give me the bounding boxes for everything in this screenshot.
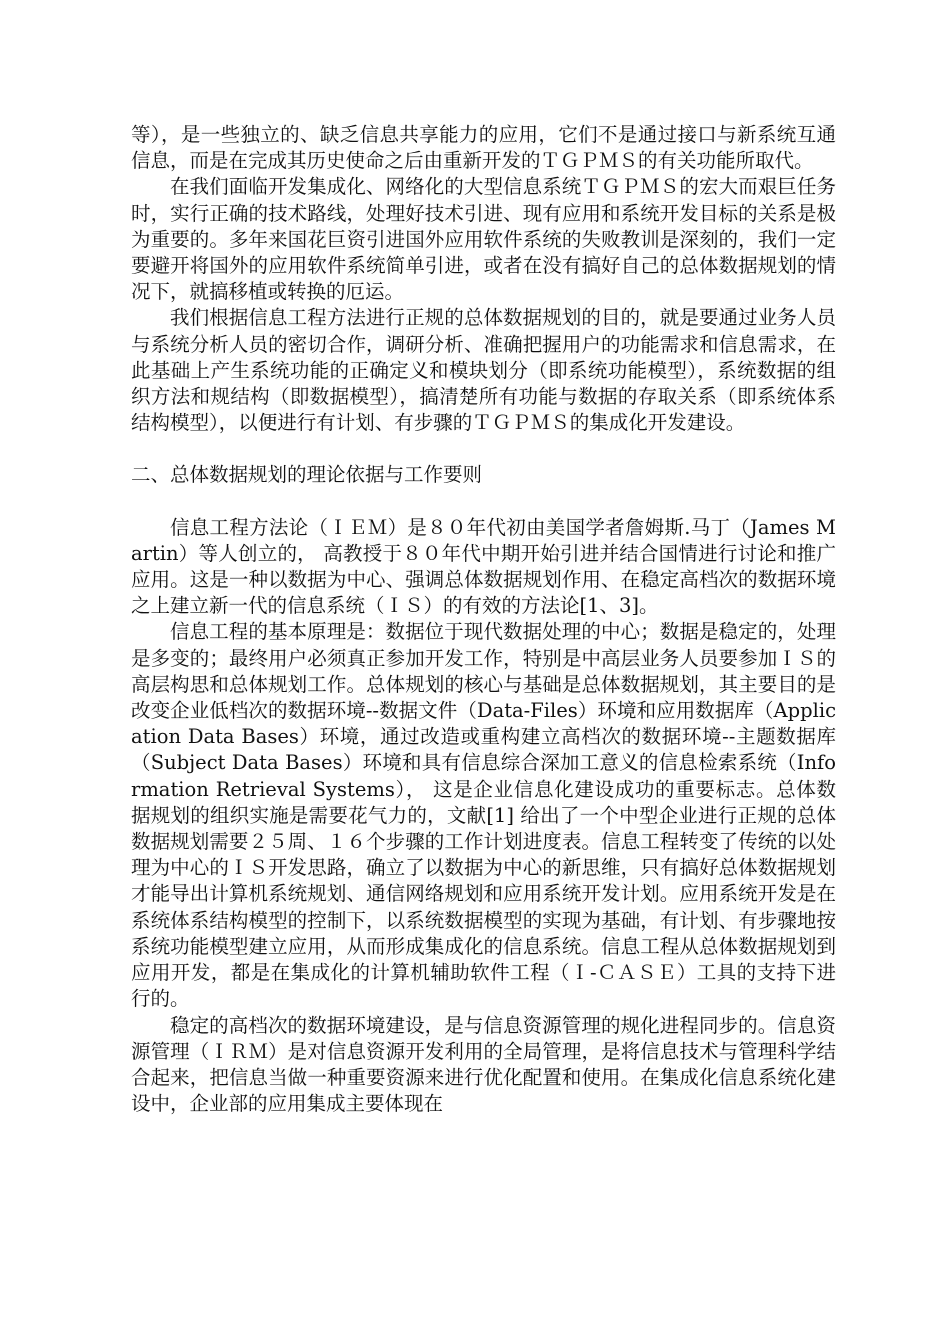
paragraph-data-environment: 稳定的高档次的数据环境建设，是与信息资源管理的规化进程同步的。信息资源管理（ＩＲＭ）是对信息资源开发利用的全局管理，是将信息技术与管理科学结合起来，把信息当做一种重要资源来进行优化配置和使用。在集成化信息系统化建设中，企业部的应用集成主要体现在 — [131, 1013, 836, 1116]
document-page — [131, 122, 836, 1117]
paragraph-planning-purpose: 我们根据信息工程方法进行正规的总体数据规划的目的，就是要通过业务人员与系统分析人员的密切合作，调研分析、准确把握用户的功能需求和信息需求，在此基础上产生系统功能的正确定义和模块划分（即系统功能模型），系统数据的组织方法和规结构（即数据模型），搞清楚所有功能与数据的存取关系（即系统体系结构模型），以便进行有计划、有步骤的ＴＧＰＭＳ的集成化开发建设。 — [131, 306, 836, 435]
paragraph-continuation: 等），是一些独立的、缺乏信息共享能力的应用，它们不是通过接口与新系统互通信息，而是在完成其历史使命之后由重新开发的ＴＧＰＭＳ的有关功能所取代。 — [131, 123, 836, 173]
paragraph-basic-principles: 信息工程的基本原理是：数据位于现代数据处理的中心；数据是稳定的，处理是多变的；最终用户必须真正参加开发工作，特别是中高层业务人员要参加ＩＳ的高层构思和总体规划工作。总体规划的核心与基础是总体数据规划，其主要目的是改变企业低档次的数据环境--数据文件（Data-Files）环境和应用数据库（Application Data Bases）环境，通过改造或重构建立高档次的数据环境--主题数据库（Subject Data Bases）环境和具有信息综合深加工意义的信息检索系统（Information Retrieval Systems）， 这是企业信息化建设成功的重要标志。总体数据规划的组织实施是需要花气力的，文献[1] 给出了一个中型企业进行正规的总体数据规划需要２５周、１６个步骤的工作计划进度表。信息工程转变了传统的以处理为中心的ＩＳ开发思路，确立了以数据为中心的新思维，只有搞好总体数据规划才能导出计算机系统规划、通信网络规划和应用系统开发计划。应用系统开发是在系统体系结构模型的控制下，以系统数据模型的实现为基础，有计划、有步骤地按系统功能模型建立应用，从而形成集成化的信息系统。信息工程从总体数据规划到应用开发，都是在集成化的计算机辅助软件工程（Ｉ-ＣＡＳＥ）工具的支持下进行的。 — [131, 620, 836, 1011]
paragraph-technical-route: 在我们面临开发集成化、网络化的大型信息系统ＴＧＰＭＳ的宏大而艰巨任务时，实行正确的技术路线，处理好技术引进、现有应用和系统开发目标的关系是极为重要的。多年来国花巨资引进国外应用软件系统的失败教训是深刻的，我们一定要避开将国外的应用软件系统简单引进，或者在没有搞好自己的总体数据规划的情况下，就搞移植或转换的厄运。 — [131, 175, 836, 304]
section-heading: 二、总体数据规划的理论依据与工作要则 — [131, 463, 483, 487]
paragraph-iem-intro: 信息工程方法论（ＩＥＭ）是８０年代初由美国学者詹姆斯.马丁（James Martin）等人创立的， 高教授于８０年代中期开始引进并结合国情进行讨论和推广应用。这是一种以数据为中心、强调总体数据规划作用、在稳定高档次的数据环境之上建立新一代的信息系统（ＩＳ）的有效的方法论[1、3]。 — [131, 515, 836, 618]
